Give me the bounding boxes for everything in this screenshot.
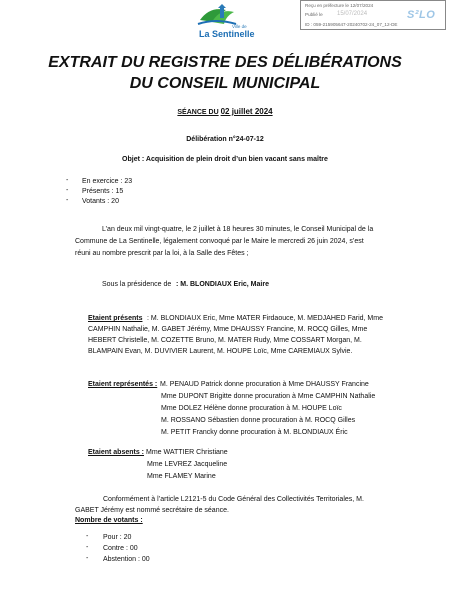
presents-line: HEBERT Christelle, M. COZETTE Bruno, M. MATER Rudy, Mme COSSART Morgan, M. (88, 337, 362, 344)
deliberation-number: Délibération n°24-07-12 (186, 136, 264, 143)
representes-line: Mme DUPONT Brigitte donne procuration à Mme CAMPHIN Nathalie (161, 393, 376, 400)
presents-line: BLAMPAIN Evan, M. DUVIVIER Laurent, M. HOUPE Loïc, Mme CAREMIAUX Sylvie. (88, 348, 353, 355)
logo-town-name: La Sentinelle (199, 29, 255, 39)
deliberation-object: Objet : Acquisition de plein droit d’un bien vacant sans maître (122, 156, 328, 163)
representes-line: Mme DOLEZ Hélène donne procuration à M. HOUPE Loïc (161, 405, 342, 412)
stamp-brand: S²LO (407, 9, 436, 21)
document-title-line2: DU CONSEIL MUNICIPAL (129, 75, 321, 92)
count-votants: Votants : 20 (82, 198, 119, 205)
stamp-received: Reçu en préfecture le 12/07/2024 (305, 3, 374, 8)
stamp-id: ID : 059-215905647-20240702-24_07_12-DE (305, 22, 398, 27)
logo-small-text: Ville de (232, 24, 247, 29)
list-dash: - (86, 555, 89, 562)
stamp-published-date: 15/07/2024 (337, 11, 368, 17)
list-dash: - (66, 177, 69, 184)
presidence-label: Sous la présidence de (102, 281, 172, 288)
conformement-line: Conformément à l’article L2121-5 du Code Général des Collectivités Territoriales, M. (103, 496, 364, 503)
town-logo (196, 2, 258, 38)
seance-label: SÉANCE DU (177, 109, 219, 116)
absents-line: Mme WATTIER Christiane (146, 449, 228, 456)
representes-line: M. PENAUD Patrick donne procuration à Mme DHAUSSY Francine (160, 381, 369, 388)
absents-label: Etaient absents : (88, 449, 145, 456)
document-title-line1: EXTRAIT DU REGISTRE DES DÉLIBÉRATIONS (48, 54, 402, 71)
conformement-line: GABET Jérémy est nommé secrétaire de séance. (75, 507, 229, 514)
seance-heading (0, 107, 450, 116)
list-dash: - (66, 187, 69, 194)
absents-line: Mme FLAMEY Marine (147, 473, 216, 480)
presidence-name: : M. BLONDIAUX Eric, Maire (176, 281, 269, 288)
representes-label: Etaient représentés : (88, 381, 158, 388)
intro-line: L’an deux mil vingt-quatre, le 2 juillet à 18 heures 30 minutes, le Conseil Municipal de la (102, 226, 374, 233)
list-dash: - (86, 533, 89, 540)
intro-line: Commune de La Sentinelle, légalement convoqué par le Maire le mercredi 26 juin 2024, s’est (75, 238, 364, 245)
count-presents: Présents : 15 (82, 188, 124, 195)
representes-line: M. PETIT Francky donne procuration à M. BLONDIAUX Éric (161, 429, 348, 436)
vote-pour: Pour : 20 (103, 534, 132, 541)
vote-contre: Contre : 00 (103, 545, 138, 552)
prefecture-stamp (300, 0, 446, 30)
presents-label: Etaient présents (88, 315, 143, 322)
stamp-published: Publié le (305, 12, 323, 17)
list-dash: - (66, 197, 69, 204)
seance-date: 02 juillet 2024 (220, 107, 273, 116)
vote-abstention: Abstention : 00 (103, 556, 150, 563)
representes-line: M. ROSSANO Sébastien donne procuration à M. ROCQ Gilles (161, 417, 356, 424)
presents-line: : M. BLONDIAUX Eric, Mme MATER Firdaouce, M. MEDJAHED Farid, Mme (147, 315, 383, 322)
count-exercice: En exercice : 23 (82, 178, 133, 185)
intro-line: réuni au nombre prescrit par la loi, à la Salle des Fêtes ; (75, 250, 249, 257)
presents-line: CAMPHIN Nathalie, M. GABET Jérémy, Mme DHAUSSY Francine, M. ROCQ Gilles, Mme (88, 326, 368, 333)
logo-emblem-icon (196, 2, 258, 28)
votants-label: Nombre de votants : (75, 517, 143, 524)
list-dash: - (86, 544, 89, 551)
absents-line: Mme LEVREZ Jacqueline (147, 461, 228, 468)
